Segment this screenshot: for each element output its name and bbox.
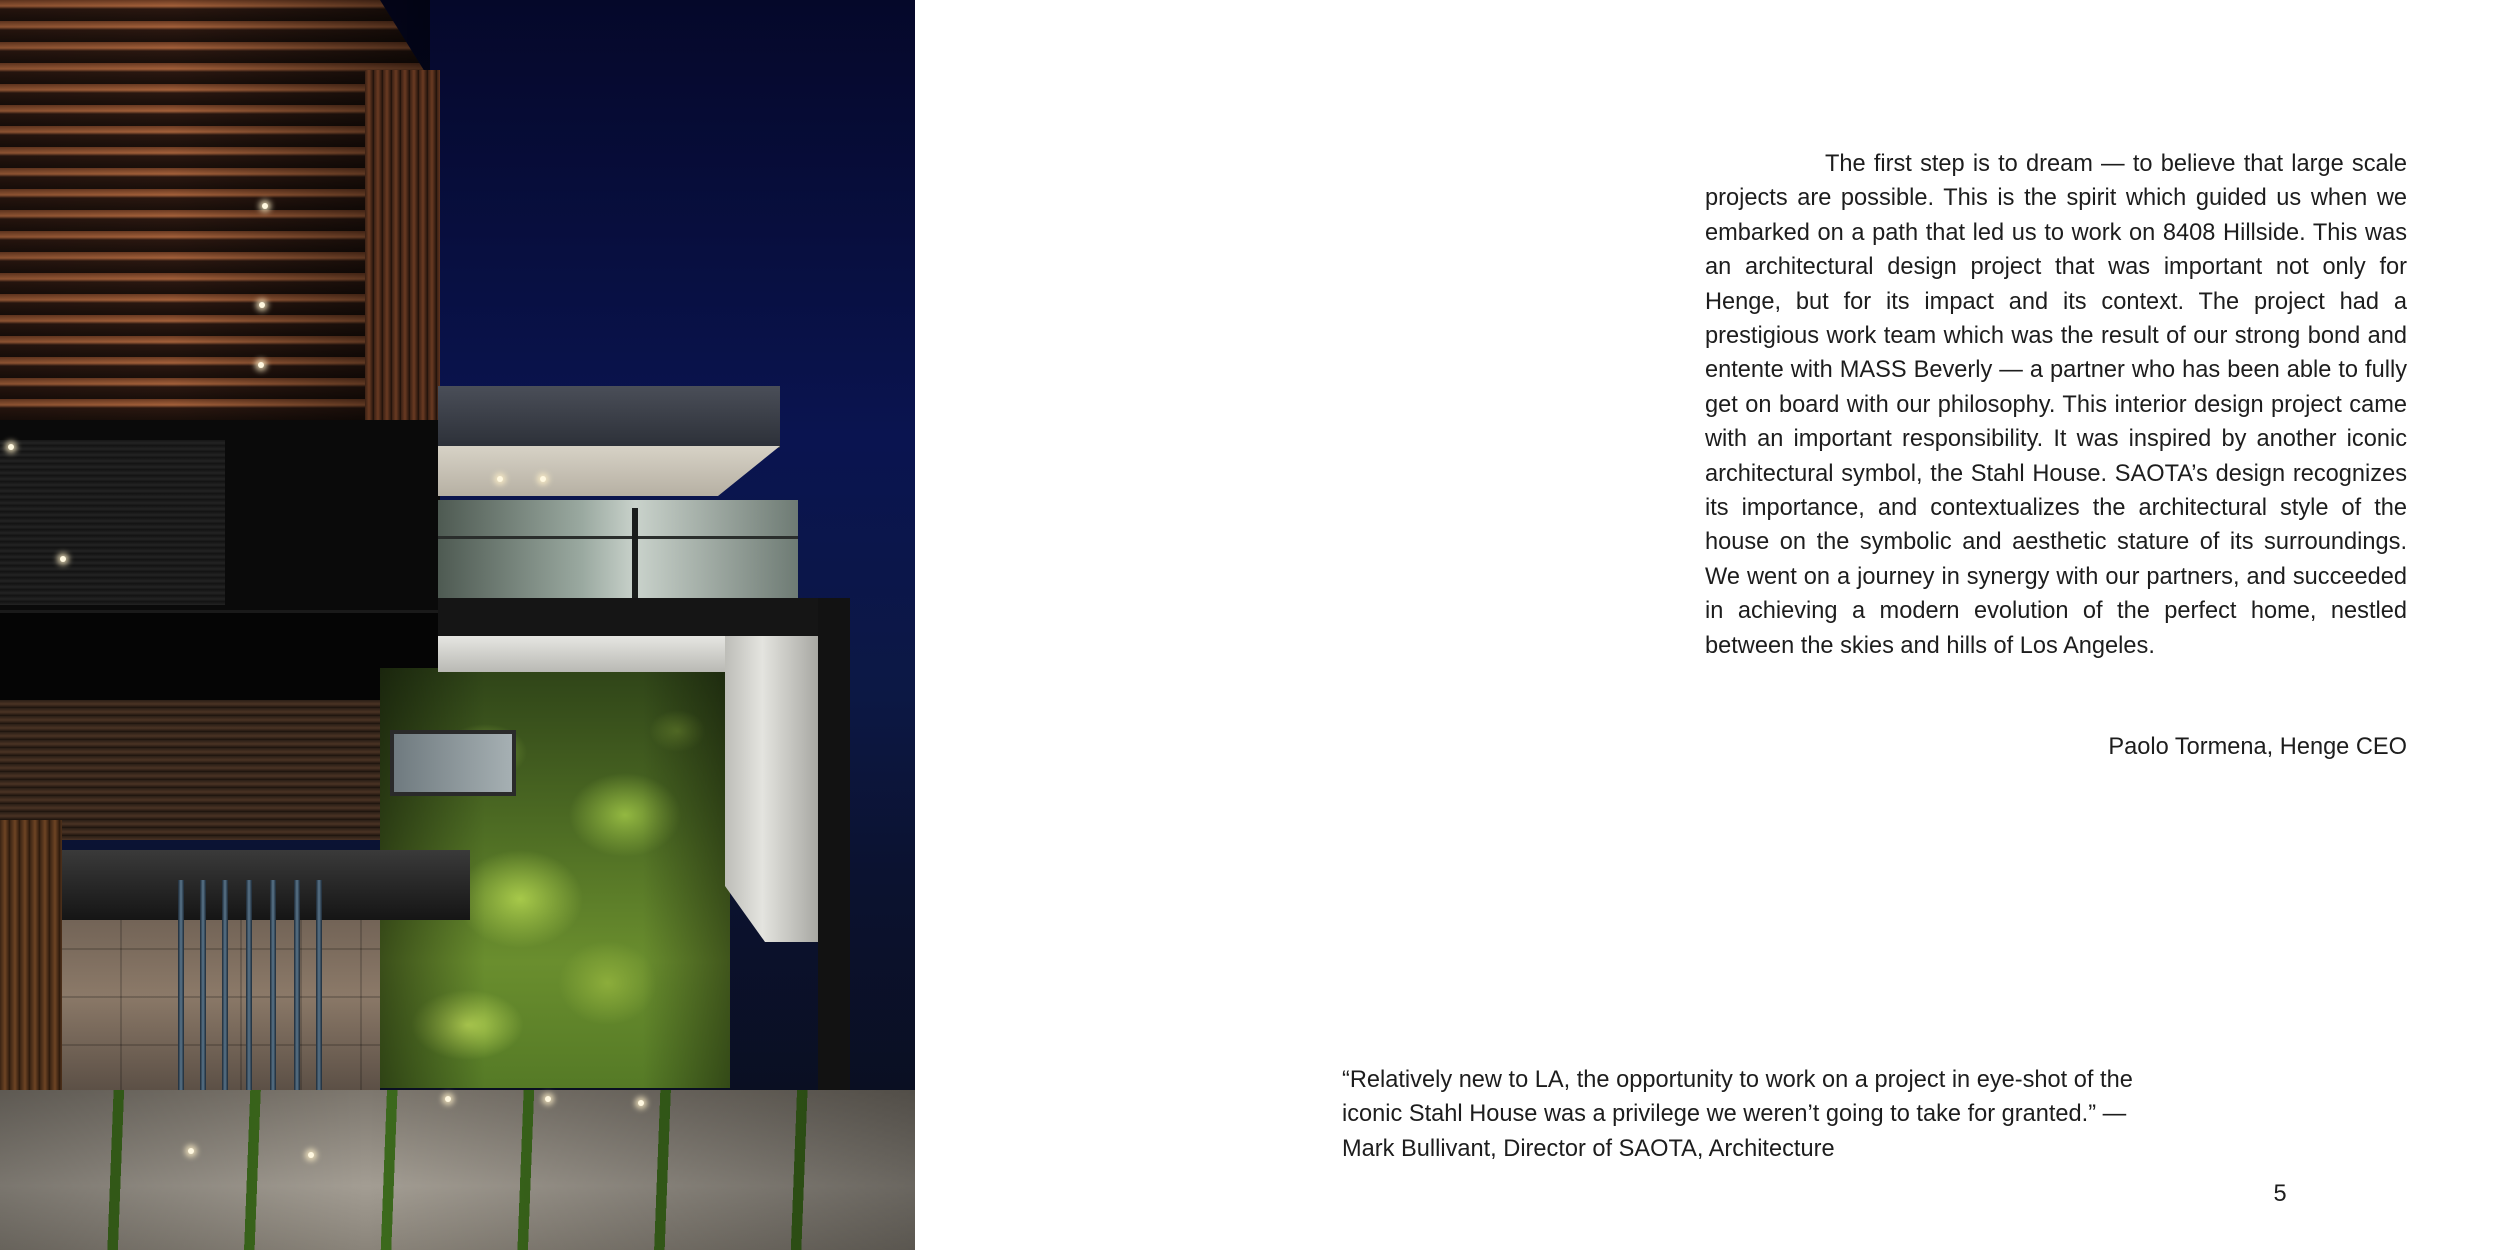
ground-shade [0, 1090, 915, 1250]
ground-light [445, 1096, 451, 1102]
frame-top [438, 598, 850, 638]
ceo-statement: The first step is to dream — to believe that large scale projects are possible. This is the spirit which guided us when we embarked on a path that led us to work on 8408 Hillside. This was an architectural design project that was important not only for Henge, but for its impact and its context. The project had a prestigious work team which was the result of our strong bond and entente with MASS Beverly — a partner who has been able to fully get on board with our philosophy. This interior design project came with an important responsibility. It was inspired by another iconic architectural symbol, the Stahl House. SAOTA’s design recognizes its importance, and contextualizes the architectural style of the house on the symbolic and aesthetic stature of its surroundings. We went on a journey in synergy with our partners, and succeeded in achieving a modern evolution of the perfect home, nestled between the skies and hills of Los Angeles. [1705, 151, 2407, 659]
small-window [390, 730, 516, 796]
ceiling-light [540, 476, 546, 482]
page-number: 5 [2273, 1181, 2287, 1207]
ceiling-light [258, 362, 264, 368]
ceiling-light [262, 203, 268, 209]
glass-mullion [632, 508, 638, 598]
ceiling-light [497, 476, 503, 482]
house-photo [0, 0, 915, 1250]
ground-light [308, 1152, 314, 1158]
ground-light [545, 1096, 551, 1102]
ceiling-light [8, 444, 14, 450]
upper-soffit [438, 446, 780, 496]
entry-canopy [0, 700, 440, 840]
statement-signature: Paolo Tormena, Henge CEO [2108, 734, 2407, 760]
ground-light [638, 1100, 644, 1106]
dark-pillar [818, 598, 850, 1098]
dark-screen [0, 440, 225, 605]
ceiling-light [60, 556, 66, 562]
glass-rail [438, 536, 798, 539]
ceiling-light [259, 302, 265, 308]
white-frame-side [725, 636, 818, 942]
glass-balcony [438, 500, 798, 598]
stone-entry-wall [60, 900, 380, 1090]
entry-soffit [60, 850, 470, 920]
ground-light [188, 1148, 194, 1154]
dark-band [0, 610, 440, 708]
architect-quote: “Relatively new to LA, the opportunity to work on a project in eye-shot of the iconic Stahl House was a privilege we weren’t going to take for granted.” — Mark Bullivant, Director of SAOTA, Architecture [1342, 1067, 2133, 1162]
upper-volume [438, 386, 780, 448]
